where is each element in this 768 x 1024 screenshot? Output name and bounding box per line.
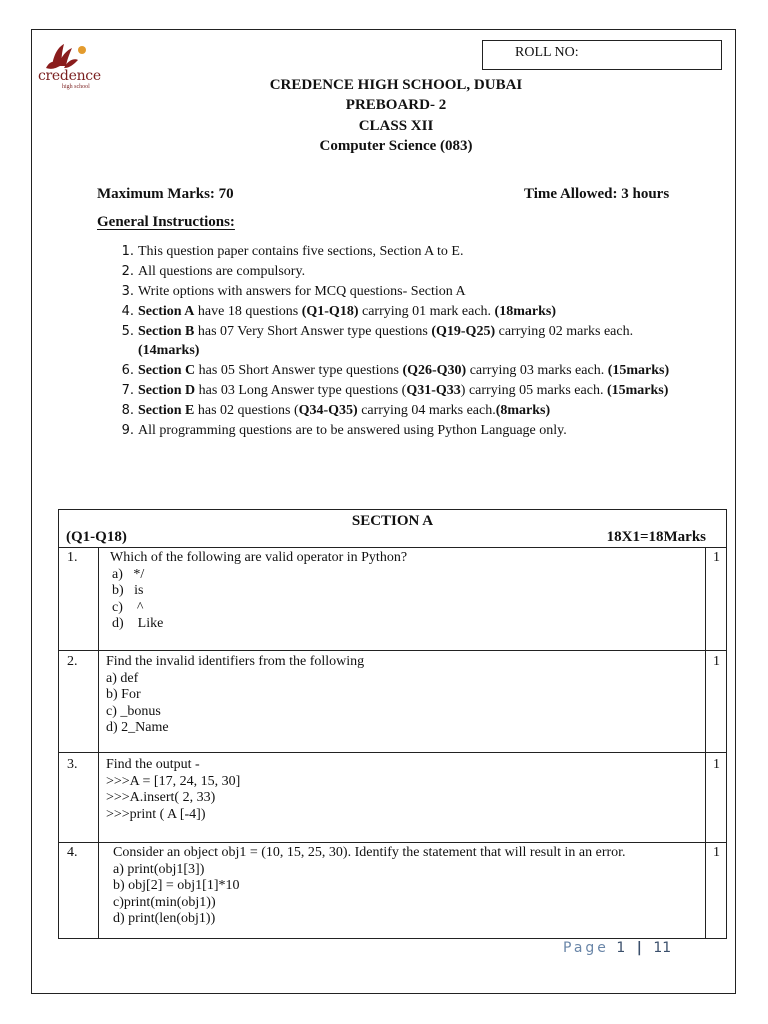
- page-separator: |: [636, 940, 642, 956]
- option: d) print(len(obj1)): [113, 911, 216, 926]
- roll-no-label: ROLL NO:: [515, 45, 579, 60]
- instruction-emphasis: (15marks): [607, 362, 670, 378]
- option: c) ^: [112, 599, 144, 615]
- instruction-number: 8.: [121, 402, 134, 418]
- instruction-item: [110, 402, 670, 421]
- question-text: Which of the following are valid operator in Python?: [110, 550, 408, 565]
- instruction-text: All programming questions are to be answered using Python Language only.: [138, 422, 567, 438]
- instruction-item: [110, 263, 670, 282]
- option: a) print(obj1[3]): [113, 861, 205, 877]
- section-range: (Q1-Q18): [66, 529, 127, 545]
- instruction-number: 3.: [121, 284, 134, 299]
- code-line: >>>print ( A [-4]): [106, 806, 206, 822]
- instruction-number: 2.: [121, 264, 134, 279]
- instruction-text: This question paper contains five sections, Section A to E.: [138, 244, 464, 259]
- instruction-emphasis: (Q19-Q25): [431, 324, 496, 339]
- instruction-number: 9.: [121, 422, 134, 438]
- question-text: Find the output -: [106, 757, 200, 772]
- instruction-emphasis: (15marks): [606, 382, 669, 398]
- question-3: [106, 757, 240, 823]
- table-divider: [59, 752, 726, 753]
- instruction-text: carrying 01 mark each.: [358, 304, 495, 319]
- instruction-item: [110, 243, 670, 262]
- option: d) Like: [112, 616, 164, 631]
- school-name: CREDENCE HIGH SCHOOL, DUBAI: [269, 77, 523, 93]
- instruction-emphasis: Section B: [138, 324, 195, 339]
- instruction-text: Write options with answers for MCQ questions- Section A: [138, 284, 466, 299]
- question-text: Find the invalid identifiers from the following: [106, 654, 365, 669]
- instruction-emphasis: (Q1-Q18): [301, 304, 359, 319]
- page-footer: [563, 940, 671, 956]
- instruction-text: has 05 Short Answer type questions: [195, 362, 403, 378]
- option: b) For: [106, 687, 141, 702]
- instruction-number: 5.: [121, 324, 134, 339]
- instruction-emphasis: Section E: [138, 402, 195, 418]
- roll-no-field: [482, 40, 722, 70]
- general-instructions-title: General Instructions:: [97, 214, 235, 230]
- instruction-emphasis: Section A: [138, 304, 195, 319]
- instruction-item: [110, 283, 670, 302]
- option: c) _bonus: [106, 703, 161, 719]
- instruction-number: 4.: [121, 304, 134, 319]
- logo-subtext: high school: [62, 84, 90, 90]
- question-mark: 1: [713, 654, 720, 669]
- question-number: 2.: [67, 654, 78, 669]
- option: a) */: [112, 566, 145, 582]
- question-1: [110, 550, 407, 633]
- section-marks: 18X1=18Marks: [606, 529, 706, 545]
- option: c)print(min(obj1)): [113, 894, 216, 910]
- instruction-item: [110, 422, 670, 441]
- instruction-number: 7.: [121, 382, 134, 398]
- option: d) 2_Name: [106, 720, 169, 735]
- page-number: 1: [616, 940, 626, 956]
- instruction-emphasis: Section D: [138, 382, 196, 398]
- instruction-emphasis: (14marks): [138, 342, 200, 358]
- question-mark: 1: [713, 845, 720, 860]
- page-word: Page: [563, 940, 609, 956]
- instruction-emphasis: Q31-Q33: [406, 382, 461, 398]
- instruction-text: carrying 03 marks each.: [466, 362, 608, 378]
- question-4: [113, 845, 698, 928]
- instruction-emphasis: (18marks): [494, 304, 556, 319]
- instruction-text: ) carrying 05 marks each.: [460, 382, 607, 398]
- instruction-text: have 18 questions: [194, 304, 302, 319]
- question-mark: 1: [713, 550, 720, 565]
- instruction-text: carrying 02 marks each.: [495, 324, 634, 339]
- maximum-marks: Maximum Marks: 70: [97, 186, 234, 202]
- instruction-number: 6.: [121, 362, 134, 378]
- section-a-table: [58, 509, 727, 939]
- instruction-number: 1.: [121, 244, 134, 259]
- table-column-divider: [705, 547, 706, 938]
- instruction-item: [110, 382, 670, 401]
- instruction-text: has 03 Long Answer type questions (: [195, 382, 407, 398]
- instruction-text: All questions are compulsory.: [138, 264, 306, 279]
- option: b) obj[2] = obj1[1]*10: [113, 878, 240, 893]
- instructions-list: [110, 243, 670, 442]
- code-line: >>>A.insert( 2, 33): [106, 790, 216, 805]
- table-divider: [59, 842, 726, 843]
- question-number: 1.: [67, 550, 78, 565]
- section-title: SECTION A: [351, 513, 434, 529]
- instruction-item: [110, 362, 670, 381]
- subject-name: Computer Science (083): [319, 138, 473, 154]
- instruction-emphasis: (8marks): [495, 402, 551, 418]
- instruction-emphasis: (Q26-Q30): [402, 362, 467, 378]
- option: b) is: [112, 583, 144, 598]
- class-name: CLASS XII: [358, 118, 434, 134]
- time-allowed: Time Allowed: 3 hours: [524, 186, 670, 202]
- instruction-emphasis: Section C: [138, 362, 196, 378]
- code-line: >>>A = [17, 24, 15, 30]: [106, 773, 241, 789]
- instruction-item: [110, 303, 670, 322]
- instruction-item: [110, 323, 670, 360]
- question-text: Consider an object obj1 = (10, 15, 25, 30). Identify the statement that will result in an error.: [113, 845, 626, 860]
- option: a) def: [106, 670, 139, 686]
- instruction-text: carrying 04 marks each.: [357, 402, 496, 418]
- instruction-emphasis: Q34-Q35): [298, 402, 358, 418]
- logo-text: credence: [38, 68, 101, 84]
- question-2: [106, 654, 364, 737]
- question-number: 4.: [67, 845, 78, 860]
- exam-name: PREBOARD- 2: [345, 97, 447, 113]
- total-pages: 11: [653, 940, 672, 956]
- table-column-divider: [98, 547, 99, 938]
- instruction-text: has 02 questions (: [194, 402, 299, 418]
- instruction-text: has 07 Very Short Answer type questions: [194, 324, 432, 339]
- table-divider: [59, 547, 726, 548]
- question-number: 3.: [67, 757, 78, 772]
- question-mark: 1: [713, 757, 720, 772]
- table-divider: [59, 650, 726, 651]
